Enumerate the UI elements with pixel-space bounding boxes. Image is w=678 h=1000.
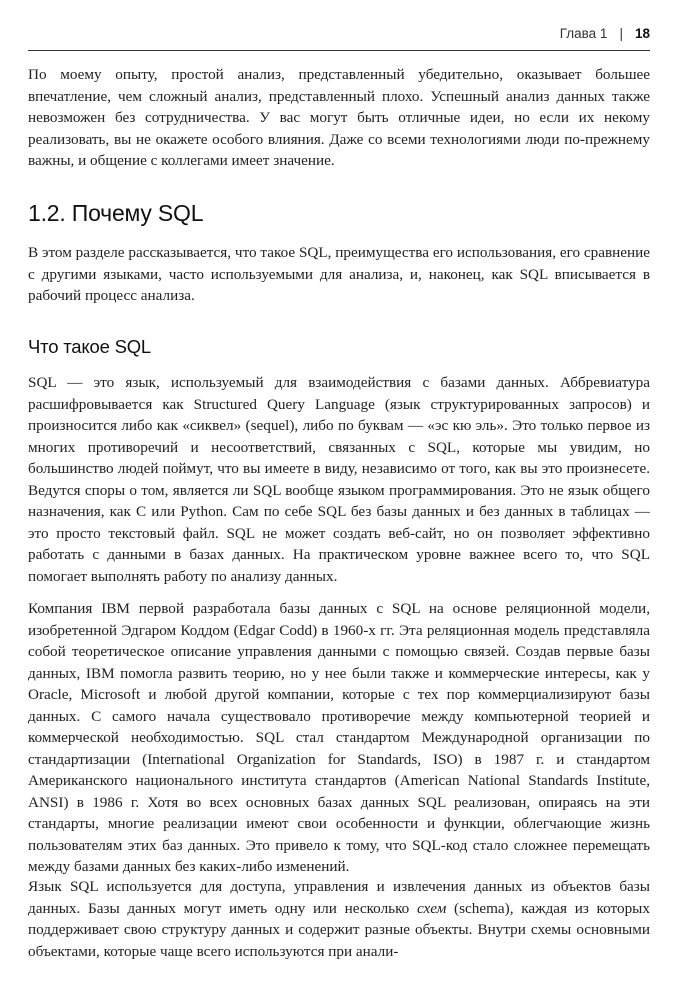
paragraph-sql-usage-part1: Язык SQL используется для доступа, управления и извлечения данных из объектов базы данных. Базы данных могут иметь одну или несколько [28,878,650,917]
page-number: 18 [634,26,650,41]
paragraph-section-overview: В этом разделе рассказывается, что такое SQL, преимущества его использования, его сравнение с другими языками, часто используемыми для анализа, и, наконец, как SQL вписывается в рабочий процесс анализа. [28,244,650,304]
section-heading: 1.2. Почему SQL [28,200,204,226]
paragraph-sql-usage [28,876,650,962]
subsection-heading: Что такое SQL [28,336,152,357]
paragraph-sql-history: Компания IBM первой разработала базы данных с SQL на основе реляционной модели, изобретенной Эдгаром Коддом (Edgar Codd) в 1960-х гг. Эта реляционная модель представляла собой теоретическое описание управления данными с помощью связей. Создав первые базы данных, IBM помогла развить теорию, но у нее были также и коммерческие интересы, как у Oracle, Microsoft и любой другой компании, которые с тех пор коммерциализируют базы данных. С самого начала существовало противоречие между компьютерной теорией и коммерческой необходимостью. SQL стал стандартом Международной организации по стандартизации (International Organization for Standards, ISO) в 1987 г. и стандартом Американского национального института стандартов (American National Standards Institute, ANSI) в 1986 г. Хотя во всех основных базах данных SQL реализован, опираясь на эти стандарты, многие реализации имеют свои особенности и функции, облегчающие жизнь пользователям этих баз данных. Это привело к тому, что SQL-код стало сложнее перемещать между базами данных без каких-либо изменений. [28,600,650,875]
header-separator: | [619,26,623,41]
paragraph-what-is-sql: SQL — это язык, используемый для взаимодействия с базами данных. Аббревиатура расшифровывается как Structured Query Language (язык структурированных запросов) и произносится либо как «сиквел» (sequel), либо по буквам — «эс кю эль». Это только первое из многих противоречий и несоответствий, связанных с SQL, которые мы увидим, но большинство людей поймут, что вы имеете в виду, независимо от того, как вы это произнесете. Ведутся споры о том, является ли SQL вообще языком программирования. Это не язык общего назначения, как C или Python. Сам по себе SQL без базы данных и без данных в таблицах — это просто текстовый файл. SQL не может создать веб-сайт, но он позволяет эффективно работать с данными в базах данных. На практическом уровне важнее всего то, что SQL помогает выполнять работу по анализу данных. [28,374,650,585]
paragraph-intro: По моему опыту, простой анализ, представленный убедительно, оказывает большее впечатление, чем сложный анализ, представленный плохо. Успешный анализ данных также невозможен без сотрудничества. У вас могут быть отличные идеи, но если их некому реализовать, вы не окажете особого влияния. Даже со всеми технологиями люди по-прежнему важны, и общение с коллегами имеет значение. [28,66,650,169]
emphasis-term: схем [416,899,447,917]
chapter-label: Глава 1 [559,26,608,41]
running-header [28,26,650,51]
paragraph-sql-usage-part2: (schema), каждая из которых поддерживает свою структуру данных и содержит разные объекты. Внутри схемы основными объектами, которые чаще всего используются при анали- [28,899,650,960]
